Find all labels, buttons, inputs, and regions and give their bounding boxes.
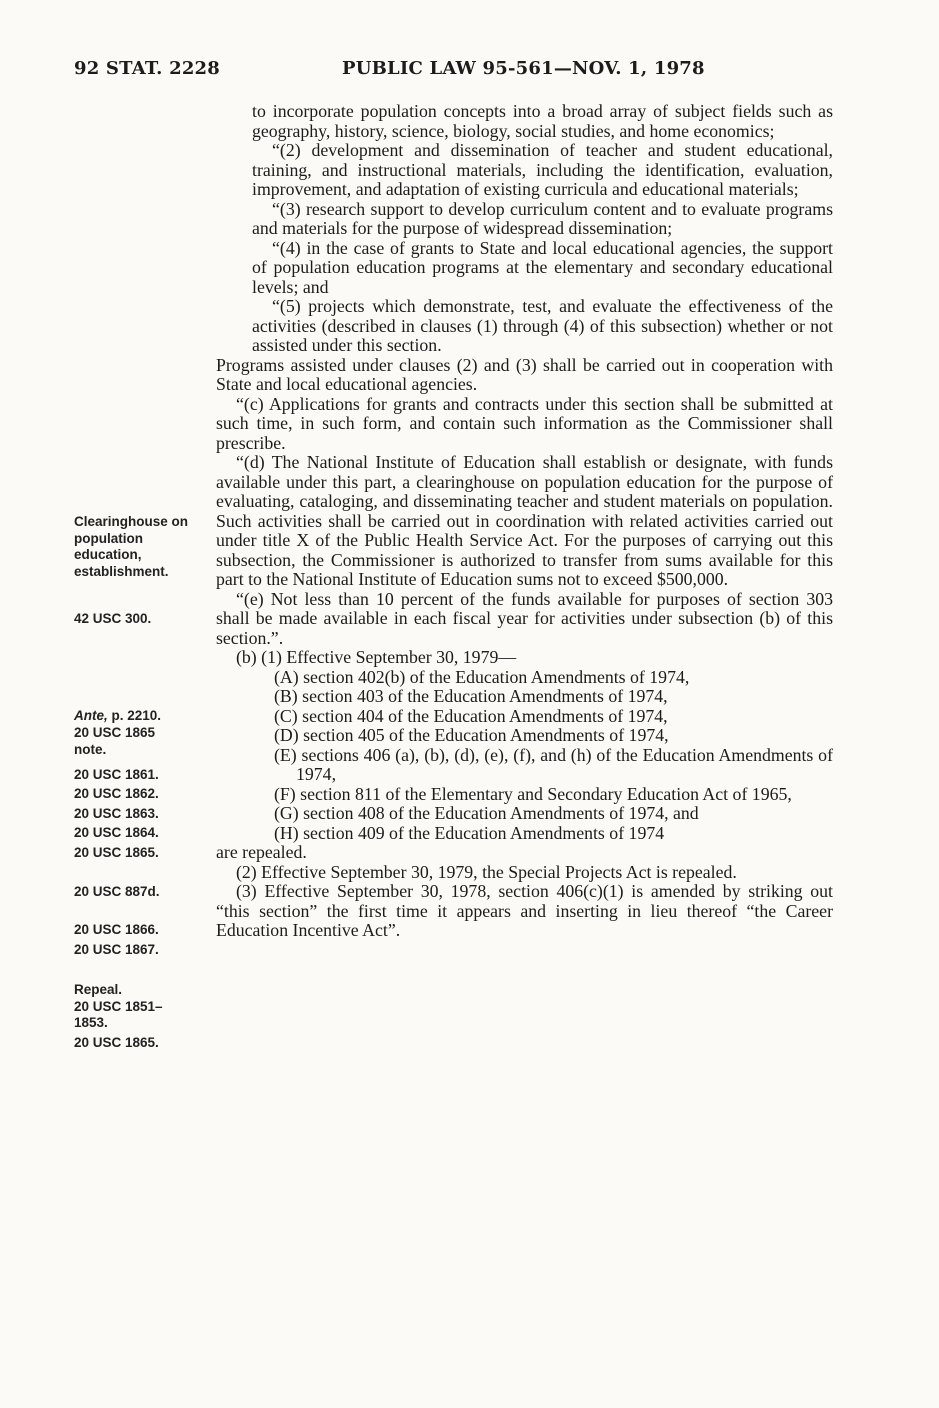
margin-note-usc: 20 USC 1867. [74, 942, 159, 957]
paragraph: (A) section 402(b) of the Education Amendments of 1974, [274, 666, 690, 687]
margin-note-ante-prefix: Ante, [74, 708, 108, 723]
paragraph: “(d) The National Institute of Education shall establish or designate, with funds available under this part, a clearinghouse on population education for the purpose of evaluating, cataloging, and disseminating teacher and student materials on population. Such activities shall be carried out in coordination with related activities carried out under title X of the Public Health Service Act. For the purposes of carrying out this subsection, the Commissioner is authorized to transfer from sums available for this part to the National Institute of Education sums not to exceed $500,000. [216, 452, 833, 589]
margin-note-usc: 20 USC 1863. [74, 806, 159, 821]
paragraph: to incorporate population concepts into a broad array of subject fields such as geography, history, science, biology, social studies, and home economics; [252, 101, 833, 141]
margin-note-ante-page: p. 2210. [107, 708, 162, 723]
paragraph: “(3) research support to develop curriculum content and to evaluate programs and materials for the purpose of widespread dissemination; [252, 198, 833, 238]
paragraph: “(5) projects which demonstrate, test, and evaluate the effectiveness of the activities (described in clauses (1) through (4) of this subsection) whether or not assisted under this section. [252, 296, 833, 355]
paragraph: (H) section 409 of the Education Amendments of 1974 [274, 822, 665, 843]
paragraph: (2) Effective September 30, 1979, the Special Projects Act is repealed. [236, 861, 737, 882]
paragraph: “(2) development and dissemination of teacher and student educational, training, and instructional materials, including the identification, evaluation, improvement, and adaptation of existing curricula and educational materials; [252, 140, 833, 199]
paragraph: “(4) in the case of grants to State and local educational agencies, the support of population education programs at the elementary and secondary educational levels; and [252, 237, 833, 297]
margin-note-usc: 20 USC 1865 note. [74, 725, 156, 757]
margin-note-usc: 20 USC 1866. [74, 922, 159, 937]
margin-note-clearinghouse: Clearinghouse on population education, establishment. [74, 514, 189, 579]
paragraph: (C) section 404 of the Education Amendments of 1974, [274, 705, 668, 726]
margin-note-usc: 42 USC 300. [74, 611, 152, 626]
paragraph: (G) section 408 of the Education Amendments of 1974, and [274, 803, 699, 823]
margin-note-usc: 20 USC 1862. [74, 786, 159, 801]
paragraph: (D) section 405 of the Education Amendments of 1974, [274, 725, 669, 745]
margin-note-usc: 20 USC 1861. [74, 767, 159, 782]
paragraph: are repealed. [216, 842, 307, 862]
paragraph: (E) sections 406 (a), (b), (d), (e), (f), and (h) of the Education Amendments of 1974, [274, 744, 833, 784]
statute-body [216, 102, 833, 941]
margin-note-usc: 20 USC 1864. [74, 825, 159, 840]
paragraph: (b) (1) Effective September 30, 1979— [236, 647, 517, 667]
margin-note-repeal: Repeal. 20 USC 1851– 1853. [74, 982, 163, 1030]
paragraph: “(c) Applications for grants and contracts under this section shall be submitted at such time, in such form, and contain such information as the Commissioner shall prescribe. [216, 393, 833, 453]
paragraph: “(e) Not less than 10 percent of the funds available for purposes of section 303 shall be made available in each fiscal year for activities under subsection (b) of this section.”. [216, 588, 833, 648]
margin-note-usc: 20 USC 1865. [74, 845, 159, 860]
paragraph: (B) section 403 of the Education Amendments of 1974, [274, 686, 668, 706]
margin-note-usc: 20 USC 887d. [74, 884, 160, 899]
paragraph: (3) Effective September 30, 1978, section 406(c)(1) is amended by striking out “this section” the first time it appears and inserting in lieu thereof “the Career Education Incentive Act”. [216, 881, 833, 940]
margin-note-usc: 20 USC 1865. [74, 1035, 159, 1050]
paragraph: Programs assisted under clauses (2) and (3) shall be carried out in cooperation with State and local educational agencies. [216, 354, 833, 394]
margin-note-ante [74, 708, 161, 725]
page-law-title: PUBLIC LAW 95-561—NOV. 1, 1978 [342, 58, 705, 79]
page-stat-reference: 92 STAT. 2228 [74, 58, 221, 79]
paragraph: (F) section 811 of the Elementary and Secondary Education Act of 1965, [274, 783, 792, 804]
